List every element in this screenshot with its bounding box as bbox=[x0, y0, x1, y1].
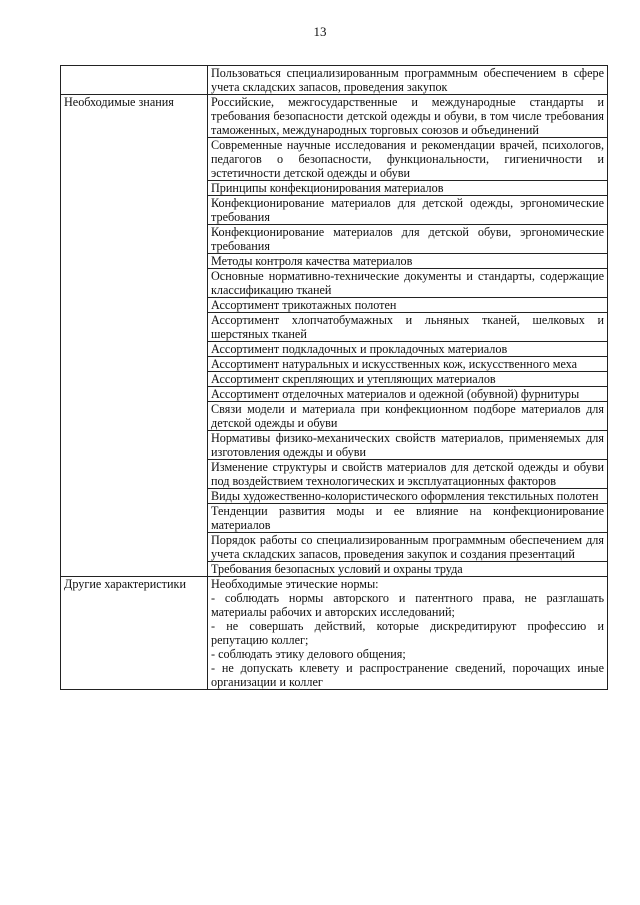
requirements-table bbox=[60, 65, 608, 690]
knowledge-item: Требования безопасных условий и охраны труда bbox=[208, 562, 608, 577]
knowledge-item: Российские, межгосударственные и международные стандарты и требования безопасности детской одежды и обуви, в том числе требования таможенных, международных торговых союзов и объединений bbox=[208, 95, 608, 138]
knowledge-item: Ассортимент натуральных и искусственных кож, искусственного меха bbox=[208, 357, 608, 372]
knowledge-item: Ассортимент трикотажных полотен bbox=[208, 298, 608, 313]
knowledge-item: Ассортимент скрепляющих и утепляющих материалов bbox=[208, 372, 608, 387]
ethics-line: Необходимые этические нормы: bbox=[211, 577, 379, 591]
row-label bbox=[61, 66, 208, 95]
knowledge-item: Порядок работы со специализированным программным обеспечением для учета складских запасов, проведения закупок и создания презентаций bbox=[208, 533, 608, 562]
ethics-line: - не допускать клевету и распространение сведений, порочащих иные организации и коллег bbox=[211, 661, 604, 689]
knowledge-item: Ассортимент отделочных материалов и одежной (обувной) фурнитуры bbox=[208, 387, 608, 402]
knowledge-item: Конфекционирование материалов для детской обуви, эргономические требования bbox=[208, 225, 608, 254]
page-number: 13 bbox=[313, 24, 327, 39]
knowledge-item: Связи модели и материала при конфекционном подборе материалов для детской одежды и обуви bbox=[208, 402, 608, 431]
knowledge-item: Ассортимент хлопчатобумажных и льняных тканей, шелковых и шерстяных тканей bbox=[208, 313, 608, 342]
knowledge-item: Принципы конфекционирования материалов bbox=[208, 181, 608, 196]
row-label-knowledge: Необходимые знания bbox=[61, 95, 208, 577]
ethics-line: - соблюдать этику делового общения; bbox=[211, 647, 406, 661]
knowledge-item: Методы контроля качества материалов bbox=[208, 254, 608, 269]
ethics-line: - не совершать действий, которые дискредитируют профессию и репутацию коллег; bbox=[211, 619, 604, 647]
table-row bbox=[61, 95, 608, 138]
knowledge-item: Тенденции развития моды и ее влияние на конфекционирование материалов bbox=[208, 504, 608, 533]
knowledge-item: Основные нормативно-технические документы и стандарты, содержащие классификацию тканей bbox=[208, 269, 608, 298]
knowledge-item: Виды художественно-колористического оформления текстильных полотен bbox=[208, 489, 608, 504]
table-row bbox=[61, 66, 608, 95]
knowledge-item: Конфекционирование материалов для детской одежды, эргономические требования bbox=[208, 196, 608, 225]
row-text: Пользоваться специализированным программным обеспечением в сфере учета складских запасов, проведения закупок bbox=[208, 66, 608, 95]
knowledge-item: Изменение структуры и свойств материалов для детской одежды и обуви под воздействием технологических и эксплуатационных факторов bbox=[208, 460, 608, 489]
knowledge-item: Ассортимент подкладочных и прокладочных материалов bbox=[208, 342, 608, 357]
table-row bbox=[61, 577, 608, 690]
ethics-cell bbox=[208, 577, 608, 690]
row-label-other: Другие характеристики bbox=[61, 577, 208, 690]
ethics-line: - соблюдать нормы авторского и патентного права, не разглашать материалы рабочих и авторских исследований; bbox=[211, 591, 604, 619]
knowledge-item: Современные научные исследования и рекомендации врачей, психологов, педагогов о безопасности, функциональности, гигиеничности и эстетичности детской одежды и обуви bbox=[208, 138, 608, 181]
knowledge-item: Нормативы физико-механических свойств материалов, применяемых для изготовления одежды и обуви bbox=[208, 431, 608, 460]
